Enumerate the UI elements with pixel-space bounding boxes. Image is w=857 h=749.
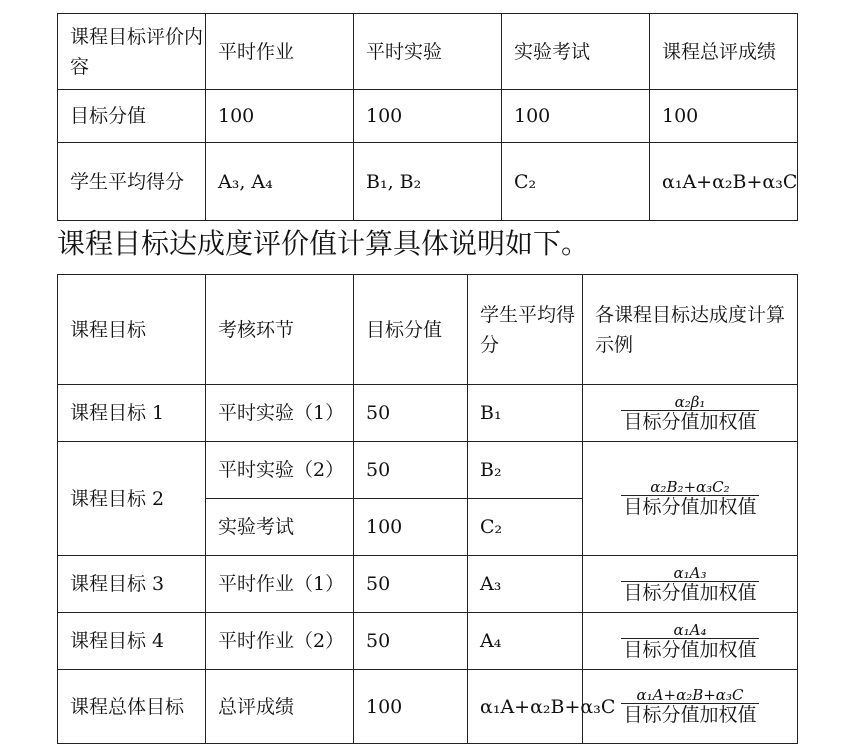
table-row — [58, 275, 798, 385]
table-cell: 100 — [502, 90, 650, 143]
table-row — [58, 613, 798, 670]
score-cell: 50 — [354, 442, 468, 499]
table-row — [58, 385, 798, 442]
fraction — [621, 394, 758, 433]
avg-cell: A₃ — [468, 556, 583, 613]
avg-cell: α₁A+α₂B+α₃C — [468, 670, 583, 744]
row-label: 学生平均得分 — [58, 143, 206, 221]
table-cell: B₁, B₂ — [354, 143, 502, 221]
formula-cell — [583, 556, 798, 613]
header-cell: 课程总评成绩 — [650, 14, 798, 90]
header-cell: 课程目标评价内容 — [58, 14, 206, 90]
item-cell: 总评成绩 — [206, 670, 354, 744]
evaluation-content-table — [57, 13, 798, 221]
header-cell: 课程目标 — [58, 275, 206, 385]
achievement-table — [57, 274, 798, 744]
fraction — [621, 687, 758, 726]
caption-text: 课程目标达成度评价值计算具体说明如下。 — [57, 227, 590, 260]
formula-cell — [583, 442, 798, 556]
table-row — [58, 556, 798, 613]
fraction — [621, 479, 758, 518]
row-label: 目标分值 — [58, 90, 206, 143]
fraction-denominator: 目标分值加权值 — [623, 704, 757, 726]
fraction-numerator: α₁A+α₂B+α₃C — [636, 686, 744, 704]
header-cell: 平时作业 — [206, 14, 354, 90]
fraction-numerator: α₁A₄ — [673, 620, 707, 639]
score-cell: 50 — [354, 385, 468, 442]
header-cell: 各课程目标达成度计算示例 — [583, 275, 798, 385]
avg-cell: C₂ — [468, 499, 583, 556]
formula-cell — [583, 613, 798, 670]
score-cell: 100 — [354, 670, 468, 744]
header-cell: 学生平均得分 — [468, 275, 583, 385]
table-cell: 100 — [206, 90, 354, 143]
fraction-numerator: α₁A₃ — [673, 563, 707, 582]
formula-cell — [583, 385, 798, 442]
table-row — [58, 442, 798, 499]
header-cell: 目标分值 — [354, 275, 468, 385]
goal-cell: 课程目标 3 — [58, 556, 206, 613]
table-cell: A₃, A₄ — [206, 143, 354, 221]
fraction-denominator: 目标分值加权值 — [623, 638, 757, 661]
fraction — [621, 622, 758, 661]
header-cell: 平时实验 — [354, 14, 502, 90]
item-cell: 平时实验（2） — [206, 442, 354, 499]
header-cell: 考核环节 — [206, 275, 354, 385]
header-cell: 实验考试 — [502, 14, 650, 90]
table-cell: α₁A+α₂B+α₃C — [650, 143, 798, 221]
table-cell: C₂ — [502, 143, 650, 221]
table-cell: 100 — [650, 90, 798, 143]
goal-cell: 课程目标 4 — [58, 613, 206, 670]
item-cell: 实验考试 — [206, 499, 354, 556]
avg-cell: B₁ — [468, 385, 583, 442]
table-row — [58, 14, 798, 90]
avg-cell: A₄ — [468, 613, 583, 670]
table-row — [58, 90, 798, 143]
item-cell: 平时实验（1） — [206, 385, 354, 442]
item-cell: 平时作业（2） — [206, 613, 354, 670]
goal-cell: 课程总体目标 — [58, 670, 206, 744]
goal-cell: 课程目标 1 — [58, 385, 206, 442]
fraction-numerator: α₂B₂+α₃C₂ — [650, 478, 730, 496]
table-row — [58, 143, 798, 221]
score-cell: 50 — [354, 613, 468, 670]
score-cell: 50 — [354, 556, 468, 613]
fraction-numerator: α₂β₁ — [674, 392, 706, 411]
avg-cell: B₂ — [468, 442, 583, 499]
fraction — [621, 565, 758, 604]
goal-cell: 课程目标 2 — [58, 442, 206, 556]
score-cell: 100 — [354, 499, 468, 556]
item-cell: 平时作业（1） — [206, 556, 354, 613]
fraction-denominator: 目标分值加权值 — [623, 410, 757, 433]
table-row — [58, 670, 798, 744]
fraction-denominator: 目标分值加权值 — [623, 581, 757, 604]
table-cell: 100 — [354, 90, 502, 143]
fraction-denominator: 目标分值加权值 — [623, 496, 757, 518]
